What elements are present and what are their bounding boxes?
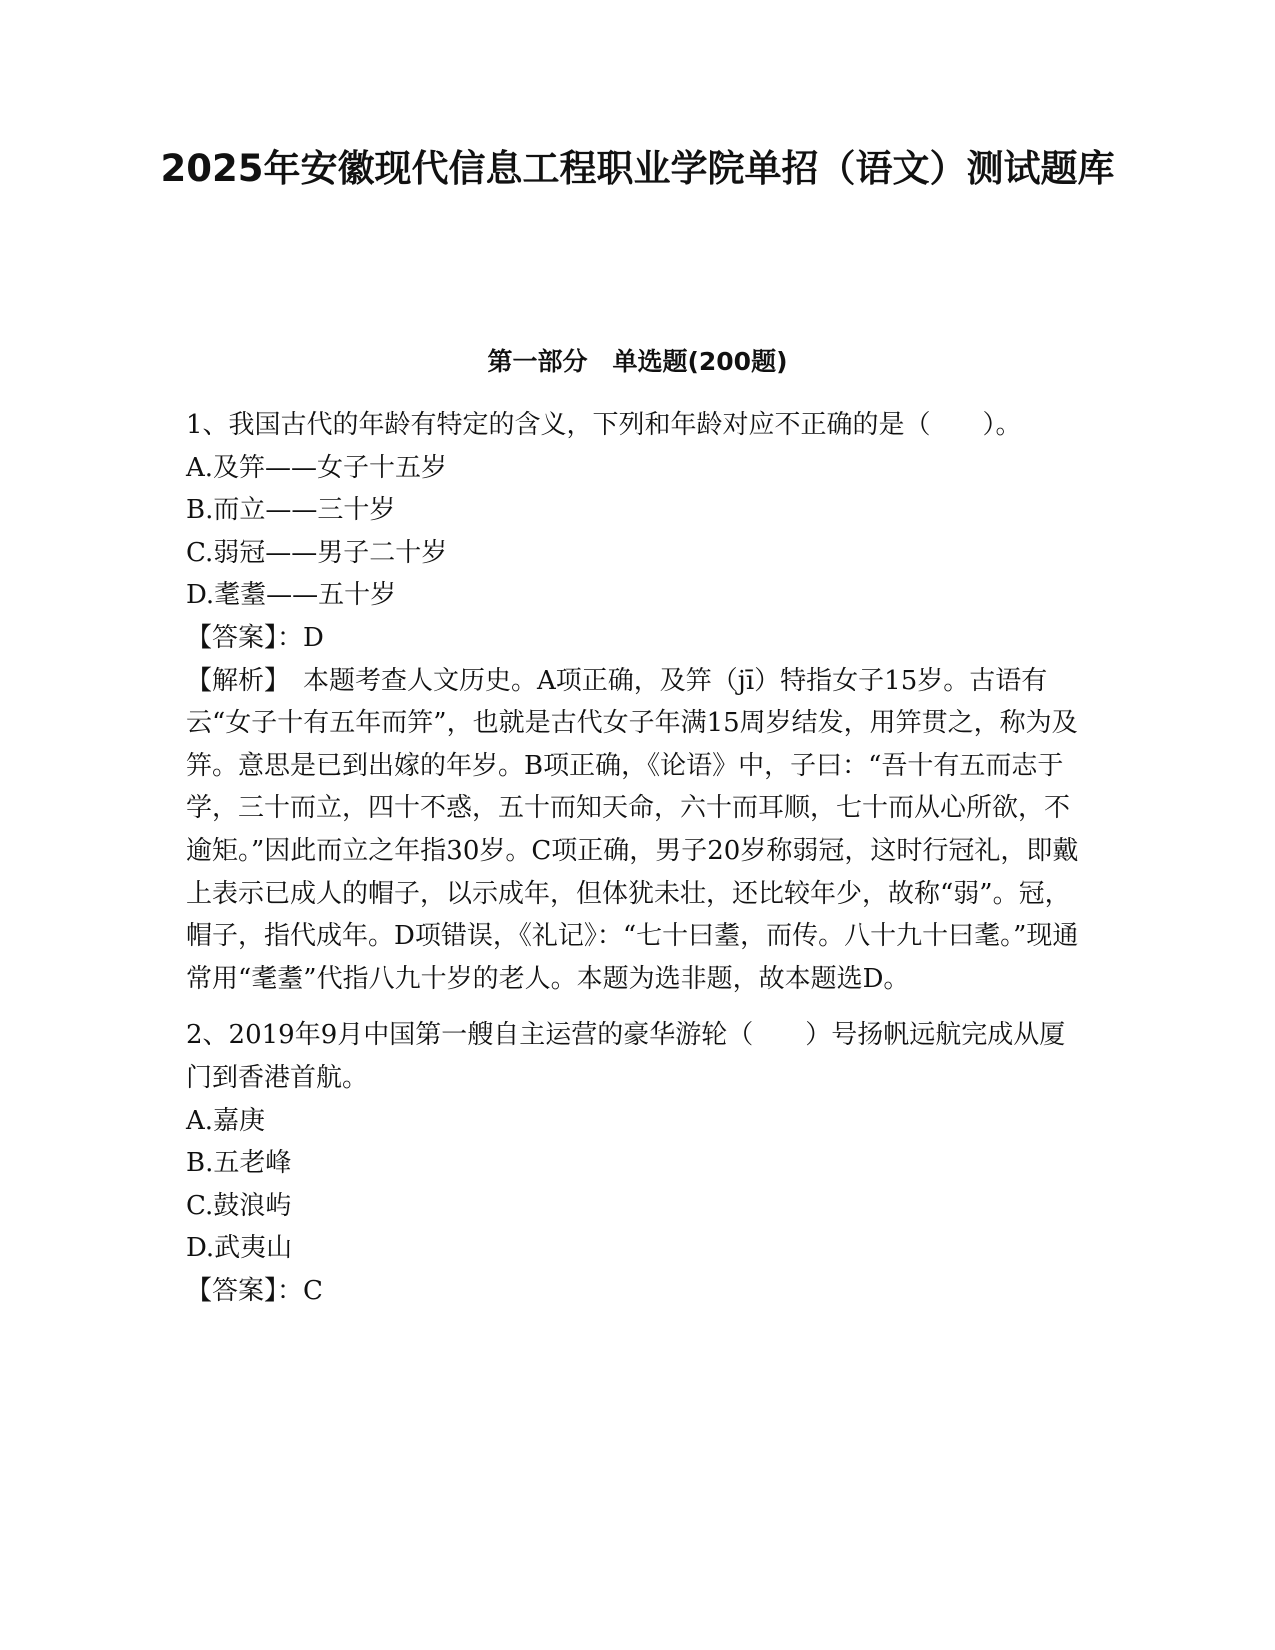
question-1-stem: 1、我国古代的年龄有特定的含义，下列和年龄对应不正确的是（ ）。 xyxy=(186,410,1022,440)
question-2-option-b: B.五老峰 xyxy=(186,1148,292,1179)
question-1-option-c: C.弱冠——男子二十岁 xyxy=(186,537,448,568)
question-2 xyxy=(186,1014,1081,1312)
question-1-option-a: A.及笄——女子十五岁 xyxy=(186,452,448,483)
question-1 xyxy=(186,404,1081,1000)
question-2-option-d: D.武夷山 xyxy=(186,1233,293,1264)
question-2-option-c: C.鼓浪屿 xyxy=(186,1190,292,1221)
question-1-option-d: D.耄耋——五十岁 xyxy=(186,580,397,611)
question-1-analysis xyxy=(186,660,1081,1001)
answer-value: ：D xyxy=(277,622,324,653)
analysis-text: 本题考查人文历史。A项正确，及笄（jī）特指女子15岁。古语有云“女子十有五年而笄”，也就是古代女子年满15周岁结发，用笄贯之，称为及笄。意思是已到出嫁的年岁。B项正确，《论语》中，子曰：“吾十有五而志于学，三十而立，四十不惑，五十而知天命，六十而耳顺，七十而从心所欲，不逾矩。”因此而立之年指30岁。C项正确，男子20岁称弱冠，这时行冠礼，即戴上表示已成人的帽子，以示成年，但体犹未壮，还比较年少，故称“弱”。冠，帽子，指代成年。D项错误，《礼记》：“七十曰耋，而传。八十九十曰耄。”现通常用“耄耋”代指八九十岁的老人。本题为选非题，故本题选D。 xyxy=(186,665,1079,994)
section-heading: 第一部分 单选题(200题) xyxy=(487,347,788,376)
question-1-option-b: B.而立——三十岁 xyxy=(186,495,396,526)
question-divider xyxy=(186,1000,1081,1014)
question-list xyxy=(186,404,1081,1312)
analysis-label: 【解析】 xyxy=(186,665,278,696)
document-title: 2025年安徽现代信息工程职业学院单招（语文）测试题库 xyxy=(160,147,1115,190)
question-2-answer xyxy=(186,1270,1081,1313)
answer-label: 【答案】 xyxy=(186,1275,278,1306)
question-2-option-a: A.嘉庚 xyxy=(186,1105,266,1136)
answer-value: ：C xyxy=(277,1275,323,1306)
question-2-stem: 2、2019年9月中国第一艘自主运营的豪华游轮（ ）号扬帆远航完成从厦门到香港首航。 xyxy=(186,1020,1066,1093)
question-1-answer xyxy=(186,617,1081,660)
answer-label: 【答案】 xyxy=(186,622,278,653)
